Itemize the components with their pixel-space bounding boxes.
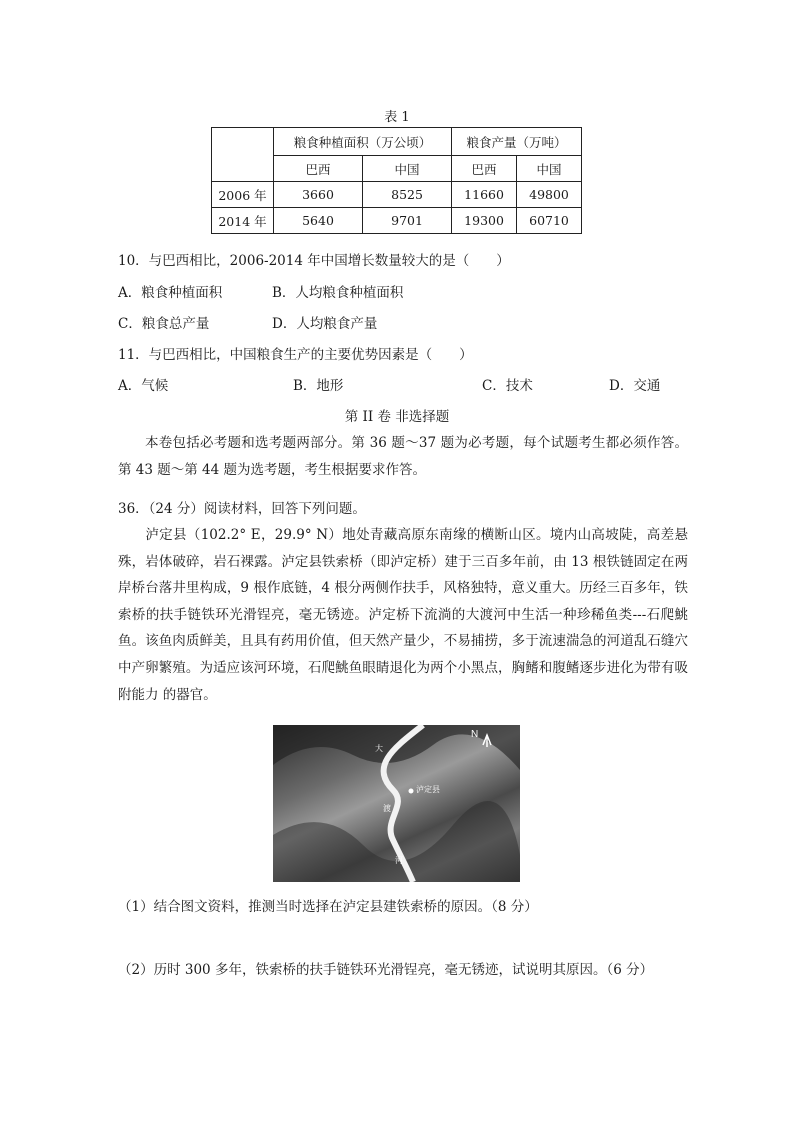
q36-material-text: 泸定县（102.2° E，29.9° N）地处青藏高原东南缘的横断山区。境内山高坡陡，高差悬殊，岩体破碎，岩石裸露。泸定县铁索桥（即泸定桥）建于三百多年前，由 13 根铁链固定在两岸桥台落井里构成，9 根作底链，4 根分两侧作扶手，风格独特，意义重大。历经三百多年，铁索桥的扶手链铁环光滑锃亮，毫无锈迹。泸定桥下流淌的大渡河中生活一种珍稀鱼类---石爬鮡鱼。该鱼肉质鲜美，且具有药用价值，但天然产量少，不易捕捞，多于流速湍急的河道乱石缝穴中产卵繁殖。为适应该河环境，石爬鮡鱼眼睛退化为两个小黑点，胸鳍和腹鳍逐步进化为带有吸附能力 的器官。 — [118, 527, 688, 703]
sub-header: 巴西 — [452, 156, 517, 182]
cell: 60710 — [517, 208, 582, 234]
table-row — [212, 182, 582, 208]
q10-option-b: B．人均粮食种植面积 — [272, 285, 404, 301]
section-intro: 本卷包括必考题和选考题两部分。第 36 题～37 题为必考题，每个试题考生都必须作答。第 43 题～第 44 题为选考题，考生根据要求作答。 — [118, 435, 688, 478]
cell: 5640 — [274, 208, 363, 234]
cell: 9701 — [363, 208, 452, 234]
river-label-2: 渡 — [383, 804, 391, 813]
q36-material — [118, 522, 688, 708]
cell: 8525 — [363, 182, 452, 208]
river-label-1: 大 — [375, 744, 383, 753]
header-yield: 粮食产量（万吨） — [452, 128, 582, 156]
q11-option-c: C．技术 — [482, 378, 533, 394]
luding-map-photo — [273, 725, 520, 882]
county-dot — [409, 789, 414, 794]
cell: 3660 — [274, 182, 363, 208]
north-label: N — [471, 729, 479, 740]
table-row — [212, 208, 582, 234]
q10-option-d: D．人均粮食产量 — [272, 316, 378, 332]
cell: 11660 — [452, 182, 517, 208]
table-caption: 表 1 — [384, 110, 410, 125]
cell: 49800 — [517, 182, 582, 208]
q11-option-a: A．气候 — [118, 378, 169, 394]
row-year: 2006 年 — [212, 182, 274, 208]
section-title: 第 II 卷 非选择题 — [344, 409, 450, 425]
sub-header: 巴西 — [274, 156, 363, 182]
q36-sub1: （1）结合图文资料，推测当时选择在泸定县建铁索桥的原因。（8 分） — [118, 899, 538, 915]
sub-header: 中国 — [363, 156, 452, 182]
county-label: 泸定县 — [416, 785, 440, 794]
q11-stem: 11．与巴西相比，中国粮食生产的主要优势因素是（ ） — [118, 347, 473, 363]
table-corner — [212, 128, 274, 182]
q11-option-b: B．地形 — [293, 378, 344, 394]
q36-sub2: （2）历时 300 多年，铁索桥的扶手链铁环光滑锃亮，毫无锈迹，试说明其原因。（6 分） — [118, 962, 654, 978]
grain-table — [211, 127, 582, 234]
q10-option-c: C．粮食总产量 — [118, 316, 210, 332]
q36-stem: 36．（24 分）阅读材料，回答下列问题。 — [118, 501, 366, 517]
sub-header: 中国 — [517, 156, 582, 182]
q11-option-d: D．交通 — [609, 378, 661, 394]
row-year: 2014 年 — [212, 208, 274, 234]
header-area: 粮食种植面积（万公顷） — [274, 128, 452, 156]
q10-stem: 10．与巴西相比，2006-2014 年中国增长数量较大的是（ ） — [118, 253, 510, 269]
q10-option-a: A．粮食种植面积 — [118, 285, 223, 301]
cell: 19300 — [452, 208, 517, 234]
river-label-3: 河 — [395, 856, 403, 865]
